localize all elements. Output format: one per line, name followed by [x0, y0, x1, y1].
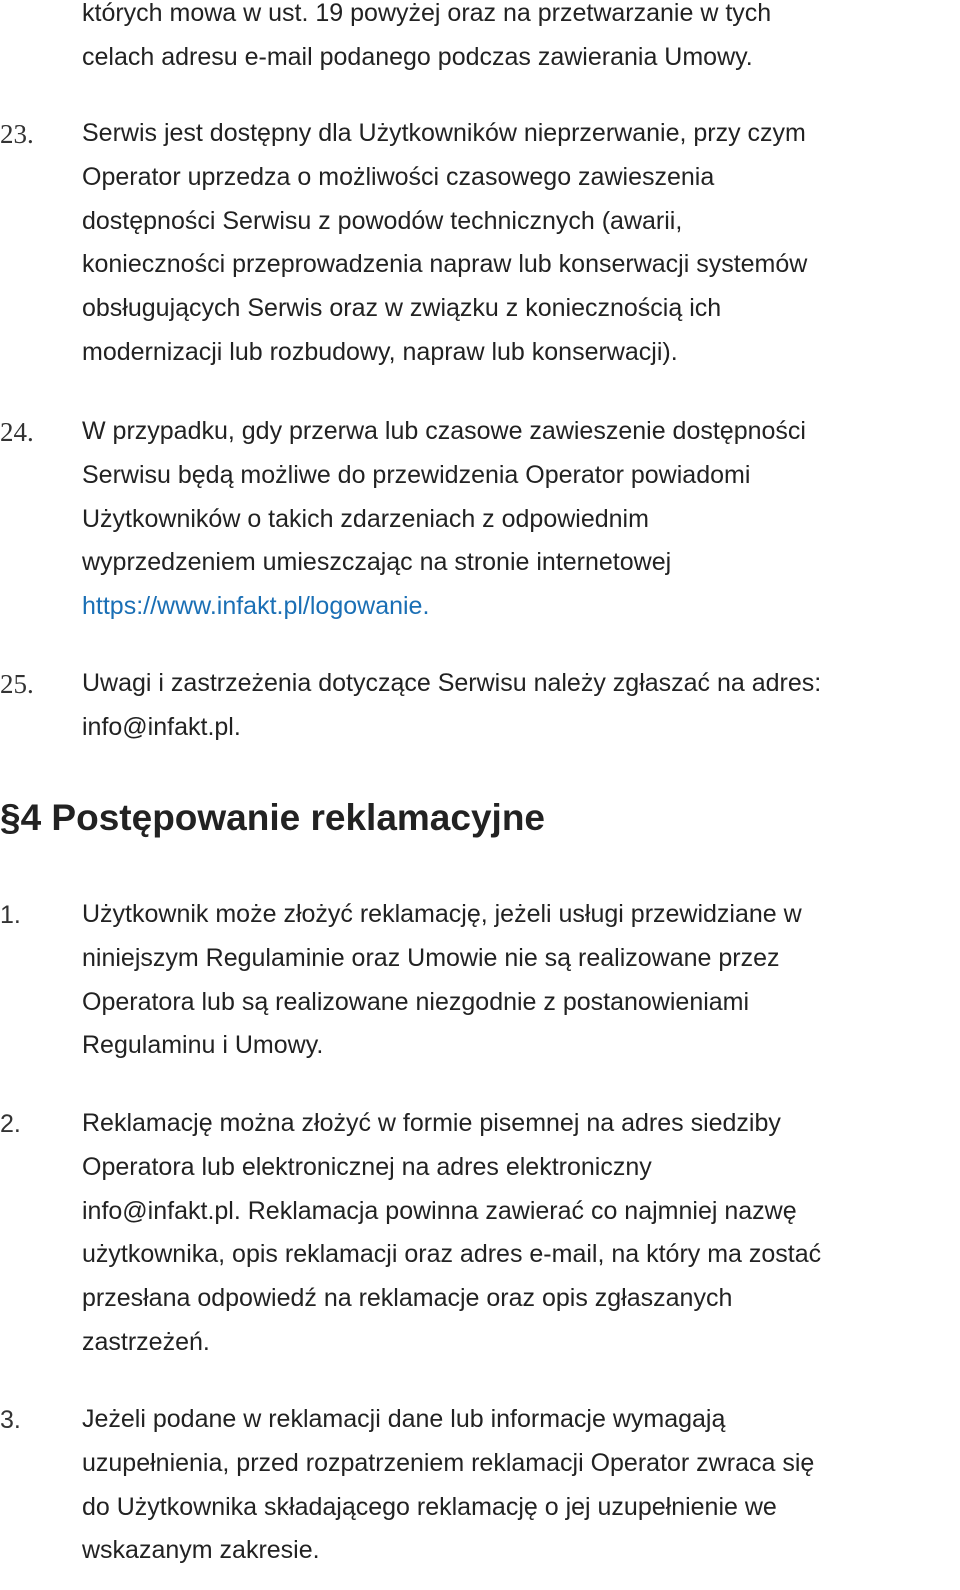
item-number: 2. [0, 1110, 21, 1138]
text-line: Operator uprzedza o możliwości czasowego zawieszenia [82, 162, 715, 191]
text-line: Serwis jest dostępny dla Użytkowników nieprzerwanie, przy czym [82, 119, 806, 147]
text-line: Operatora lub są realizowane niezgodnie z postanowieniami [82, 987, 750, 1016]
item-number: 24. [0, 417, 34, 447]
item-text [82, 1398, 958, 1573]
text-line: info@infakt.pl. [82, 712, 241, 741]
text-line: dostępności Serwisu z powodów technicznych (awarii, [82, 206, 683, 235]
text-line: których mowa w ust. 19 powyżej oraz na przetwarzanie w tych [82, 0, 772, 27]
text-line: info@infakt.pl. Reklamacja powinna zawierać co najmniej nazwę [82, 1196, 797, 1225]
item-number: 3. [0, 1406, 21, 1434]
text-line: zastrzeżeń. [82, 1327, 210, 1356]
text-line: W przypadku, gdy przerwa lub czasowe zawieszenie dostępności [82, 417, 806, 445]
text-line: Reklamację można złożyć w formie pisemnej na adres siedziby [82, 1109, 781, 1137]
text-line: wskazanym zakresie. [82, 1536, 320, 1565]
text-line: użytkownika, opis reklamacji oraz adres e-mail, na który ma zostać [82, 1240, 822, 1269]
text-line: Serwisu będą możliwe do przewidzenia Operator powiadomi [82, 460, 751, 489]
text-line: wyprzedzeniem umieszczając na stronie internetowej [82, 548, 672, 577]
text-line: konieczności przeprowadzenia napraw lub konserwacji systemów [82, 250, 808, 279]
item-text [82, 893, 958, 1068]
intro-text [82, 0, 958, 80]
section-heading: §4 Postępowanie reklamacyjne [0, 797, 545, 838]
text-line: Jeżeli podane w reklamacji dane lub informacje wymagają [82, 1405, 726, 1433]
text-line: Uwagi i zastrzeżenia dotyczące Serwisu należy zgłaszać na adres: [82, 669, 822, 697]
item-text [82, 112, 958, 375]
item-number: 1. [0, 901, 21, 929]
item-number: 25. [0, 669, 34, 699]
item-text [82, 1102, 958, 1365]
logowanie-link[interactable]: https://www.infakt.pl/logowanie. [82, 592, 430, 621]
text-line: do Użytkownika składającego reklamację o jej uzupełnienie we [82, 1492, 777, 1521]
text-line: Regulaminu i Umowy. [82, 1031, 324, 1060]
item-text [82, 662, 958, 750]
text-line: przesłana odpowiedź na reklamacje oraz opis zgłaszanych [82, 1284, 733, 1313]
text-line: Użytkowników o takich zdarzeniach z odpowiednim [82, 504, 649, 533]
text-line: niniejszym Regulaminie oraz Umowie nie są realizowane przez [82, 943, 780, 972]
item-number: 23. [0, 119, 34, 149]
item-text [82, 410, 958, 629]
text-line: Operatora lub elektronicznej na adres elektroniczny [82, 1152, 652, 1181]
text-line: Użytkownik może złożyć reklamację, jeżeli usługi przewidziane w [82, 900, 802, 928]
text-line: uzupełnienia, przed rozpatrzeniem reklamacji Operator zwraca się [82, 1448, 815, 1477]
text-line: celach adresu e-mail podanego podczas zawierania Umowy. [82, 42, 753, 71]
text-line: modernizacji lub rozbudowy, napraw lub konserwacji). [82, 337, 678, 366]
text-line: obsługujących Serwis oraz w związku z koniecznością ich [82, 294, 722, 323]
